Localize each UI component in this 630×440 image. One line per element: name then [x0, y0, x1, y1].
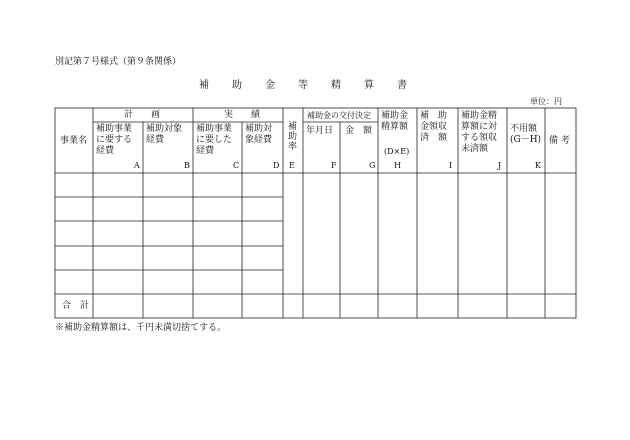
header-kofu-kettei: 補助金の交付決定: [307, 111, 371, 120]
header-fuyo: 不用額 (G－H): [510, 124, 542, 145]
header-jisseki-jigyohi: 補助事業 に要した 経費: [196, 124, 233, 156]
header-seisan-formula: (D×E): [384, 147, 410, 156]
col-letter-b: B: [184, 161, 190, 170]
title-char: 精: [331, 80, 341, 91]
col-letter-a: A: [134, 161, 140, 170]
header-jisseki-taisho: 補助対 象経費: [245, 124, 273, 145]
header-keikaku: 計 画: [124, 110, 161, 120]
col-letter-e: E: [289, 161, 295, 170]
footnote: ※補助金精算額は、千円未満切捨てする。: [55, 323, 227, 333]
col-letter-h: H: [394, 161, 401, 170]
title-char: 金: [265, 80, 275, 91]
title-char: 補: [199, 80, 209, 91]
header-ryoshu-zumi: 補 助 金領収 済 額: [420, 111, 448, 143]
title-char: 書: [397, 80, 407, 91]
header-jisseki: 実 績: [224, 110, 261, 120]
header-keikaku-jigyohi: 補助事業 に要する 経費: [96, 124, 133, 156]
col-letter-i: I: [449, 161, 453, 170]
header-biko: 備 考: [549, 136, 570, 146]
col-letter-d: D: [273, 161, 280, 170]
title-char: 等: [298, 80, 308, 91]
unit-label: 単位：円: [530, 97, 562, 106]
col-letter-f: F: [331, 161, 337, 170]
col-letter-g: G: [369, 161, 376, 170]
header-mizumi: 補助金精 算額に対 する領収 未済額: [461, 111, 498, 154]
header-jigyo-mei: 事業名: [60, 136, 88, 146]
col-letter-c: C: [233, 161, 240, 170]
form-reference: 別記第７号様式（第９条関係）: [55, 57, 182, 67]
title-char: 算: [364, 80, 374, 91]
header-keikaku-taisho: 補助対象 経費: [146, 124, 183, 145]
total-label: 合 計: [62, 301, 90, 311]
col-letter-j: J: [498, 161, 502, 170]
header-seisan: 補助金 精算額: [381, 111, 409, 132]
header-hojoritsu: 補 助 率: [288, 122, 298, 152]
header-kingaku: 金 額: [345, 126, 373, 136]
col-letter-k: K: [535, 161, 541, 170]
header-nengappi: 年月日: [306, 126, 334, 136]
title-char: 助: [232, 80, 242, 91]
